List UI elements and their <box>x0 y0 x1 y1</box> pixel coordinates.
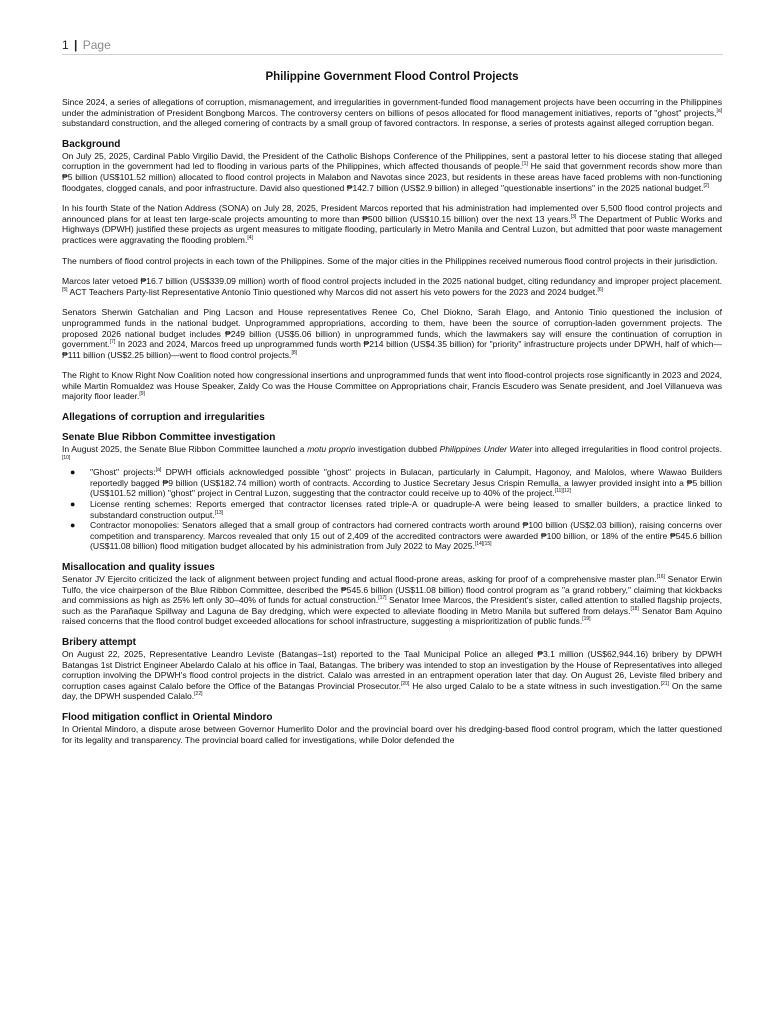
page-label: Page <box>82 38 111 52</box>
page-number: 1 <box>62 38 69 52</box>
footnote-ref[interactable]: [9] <box>139 391 145 398</box>
footnote-ref[interactable]: [13] <box>214 509 224 516</box>
paragraph-text: ACT Teachers Party-list Representative Antonio Tinio questioned why Marcos did not assert his veto powers for the 2023 and 2024 budget. <box>67 286 598 297</box>
list-item-text: License renting schemes: Reports emerged that contractor licenses rated triple-A or quadruple-A were being leased to smaller builders, a practice linked to substandard construction output. <box>90 499 722 520</box>
paragraph-text: He said that government records show more than ₱5 billion (US$101.52 million) allocated to flood control projects in Malabon and Navotas since 2023, but residents in these areas have faced problems with non-functioning floodgates, clogged canals, and poor infrastructure. David also questioned ₱142.7 billion (US$2.9 billion) in alleged "questionable insertions" in the 2025 national budget. <box>62 161 722 193</box>
paragraph-emphasis: motu proprio <box>307 444 356 455</box>
paragraph-text: Senator JV Ejercito criticized the lack of alignment between project funding and actual flood-prone areas, asking for proof of a comprehensive master plan. <box>62 574 657 584</box>
footnote-ref[interactable]: [a] <box>716 107 722 114</box>
bullet-icon: ● <box>70 520 76 531</box>
paragraph-text: Marcos later vetoed ₱16.7 billion (US$339.09 million) worth of flood control projects included in the 2025 national budget, citing redundancy and improper project placement. <box>62 276 722 287</box>
bribery-paragraph <box>62 649 722 702</box>
paragraph-text: Senator Erwin Tulfo, the vice chairperson of the Blue Ribbon Committee, described the ₱545.6 billion (US$11.08 billion) flood control program as "a grand robbery," claiming that kickbacks and commissions as high as 25% left only 30–40% of funds for actual construction. <box>62 574 722 606</box>
paragraph-text: On July 25, 2025, Cardinal Pablo Virgilio David, the President of the Catholic Bishops Conference of the Philippines, sent a pastoral letter to his diocese stating that alleged corruption in the government had led to flooding in various parts of the Philippines, which affected thousands of people. <box>62 150 722 172</box>
document-title: Philippine Government Flood Control Projects <box>265 71 519 83</box>
bribery-heading: Bribery attempt <box>62 636 136 648</box>
header-separator: | <box>74 38 78 52</box>
paragraph-text: In August 2025, the Senate Blue Ribbon Committee launched a <box>62 444 308 455</box>
background-paragraph-3: The numbers of flood control projects in each town of the Philippines. Some of the major cities in the Philippines received numerous flood control projects in their jurisdiction. <box>62 255 718 266</box>
footnote-ref[interactable]: [6] <box>597 286 604 293</box>
list-item <box>70 520 722 552</box>
mindoro-heading: Flood mitigation conflict in Oriental Mindoro <box>62 711 273 723</box>
footnote-ref[interactable]: [11][12] <box>554 488 572 495</box>
footnote-ref[interactable]: [8] <box>291 349 298 356</box>
background-heading: Background <box>62 138 121 150</box>
background-paragraph-4 <box>62 276 722 297</box>
footnote-ref[interactable]: [19] <box>582 616 591 623</box>
bullet-icon: ● <box>70 499 76 510</box>
footnote-ref[interactable]: [17] <box>378 595 387 602</box>
paragraph-text: The Department of Public Works and Highways (DPWH) justified these projects as urgent measures to mitigate flooding, particularly in Metro Manila and Central Luzon, but admitted that poor waste management practices were aggravating the flooding problem. <box>62 213 722 245</box>
footnote-ref[interactable]: [16] <box>656 574 665 580</box>
footnote-ref[interactable]: [18] <box>630 605 639 612</box>
footnote-ref[interactable]: [4] <box>247 234 253 241</box>
document-body <box>62 70 722 755</box>
intro-text-2: substandard construction, and the alleged cornering of contracts by a small group of favored contractors. In response, a series of protests against alleged corruption began. <box>62 118 715 129</box>
paragraph-text: into alleged irregularities in flood control projects. <box>532 444 722 455</box>
intro-paragraph <box>62 97 722 129</box>
list-item-text: Contractor monopolies: Senators alleged that a small group of contractors had cornered contracts worth around ₱100 billion (US$2.03 billion), raising concerns over competition and transparency. Marcos revealed that only 15 out of 2,409 of the accredited contractors were awarded ₱100 billion, or 18% of the entire ₱545.6 billion (US$11.08 billion) flood mitigation budget allocated by his administration from July 2022 to May 2025. <box>90 520 722 552</box>
background-paragraph-2 <box>62 203 722 245</box>
intro-text: Since 2024, a series of allegations of corruption, mismanagement, and irregularities in government-funded flood management projects have been occurring in the Philippines under the administration of President Bongbong Marcos. The controversy centers on billions of pesos allocated for flood management initiatives, reports of "ghost" projects, <box>62 97 722 118</box>
paragraph-text: He also urged Calalo to be a state witness in such investigation. <box>409 680 661 691</box>
footnote-ref[interactable]: [3] <box>570 213 577 220</box>
footnote-ref[interactable]: [22] <box>194 691 203 698</box>
footnote-ref[interactable]: [1] <box>522 161 528 168</box>
senate-paragraph <box>62 444 722 465</box>
paragraph-text: The Right to Know Right Now Coalition noted how congressional insertions and unprogrammed funds that went into flood-control projects rose significantly in 2023 and 2024, while Martin Romualdez was House Speaker, Zaldy Co was the House Committee on Appropriations chair, Francis Escudero was Senate president, and Joel Villanueva was majority floor leader. <box>62 370 722 402</box>
list-item <box>70 467 722 499</box>
misallocation-heading: Misallocation and quality issues <box>62 562 215 573</box>
paragraph-text: In 2023 and 2024, Marcos freed up unprogrammed funds worth ₱214 billion (US$4.35 billion) for "priority" infrastructure projects under DPWH, half of which—₱111 billion (US$2.25 billion)—went to flood control projects. <box>62 339 722 360</box>
paragraph-text: investigation dubbed <box>355 444 440 455</box>
paragraph-emphasis: Philippines Under Water <box>439 444 533 455</box>
paragraph-text: On the same day, the DPWH suspended Calalo. <box>62 680 722 702</box>
list-item-text: DPWH officials acknowledged possible "ghost" projects in Bulacan, particularly in Calumpit, Hagonoy, and Malolos, where Wawao Builders reportedly bagged ₱9 billion (US$182.74 million) worth of contracts. According to Justice Secretary Jesus Crispin Remulla, a lawyer provided insight into a ₱5 billion (US$101.52 million) "ghost" project in Central Luzon, suggesting that the contractor could receive up to 40% of the project. <box>90 467 722 499</box>
paragraph-text: Senator Imee Marcos, the President's sister, called attention to stalled flagship projects, such as the Parañaque Spillway and Laguna de Bay dredging, which were expected to alleviate flooding in Metro Manila but suffered from delays. <box>62 595 722 616</box>
footnote-ref[interactable]: [21] <box>660 680 669 687</box>
paragraph-text: Senator Bam Aquino raised concerns that the flood control budget exceeded allocations for school infrastructure, suggesting a misprioritization of public funds. <box>62 605 723 627</box>
footnote-ref[interactable]: [14][15] <box>474 541 492 548</box>
footnote-ref[interactable]: [a] <box>155 467 162 474</box>
allegations-list <box>62 467 722 552</box>
page-header <box>62 38 723 55</box>
paragraph-text: On August 22, 2025, Representative Leandro Leviste (Batangas–1st) reported to the Taal Municipal Police an alleged ₱3.1 million (US$62,944.16) bribery by DPWH Batangas 1st District Engineer Abelardo Calalo at his office in Taal, Batangas. The bribery was intended to stop an investigation by the House of Representatives into alleged corruption involving the DPWH's flood control projects in the district. Calalo was arrested in an entrapment operation later that day. On August 26, Leviste filed bribery and corruption cases against Calalo before the Office of the Batangas Provincial Prosecutor. <box>62 648 722 691</box>
misallocation-paragraph <box>62 574 722 627</box>
footnote-ref[interactable]: [20] <box>401 680 410 687</box>
footnote-ref[interactable]: [7] <box>109 339 116 346</box>
mindoro-paragraph: In Oriental Mindoro, a dispute arose between Governor Humerlito Dolor and the provincial board over his dredging-based flood control program, which the latter questioned for its legality and transparency. The provincial board called for investigations, while Dolor defended the <box>62 723 722 745</box>
background-paragraph-1 <box>62 151 722 193</box>
paragraph-text: In his fourth State of the Nation Address (SONA) on July 28, 2025, President Marcos reported that his administration had implemented over 5,500 flood control projects and announced plans for at least ten large-scale projects amounting to more than ₱500 billion (US$10.15 billion) over the next 13 years. <box>62 203 722 224</box>
background-paragraph-5 <box>62 307 722 360</box>
senate-heading: Senate Blue Ribbon Committee investigation <box>62 432 276 444</box>
bullet-icon: ● <box>70 467 76 478</box>
footnote-ref[interactable]: [5] <box>62 286 68 293</box>
list-item <box>70 499 722 520</box>
paragraph-text: Senators Sherwin Gatchalian and Ping Lacson and House representatives Renee Co, Chel Diokno, Sarah Elago, and Antonio Tinio questioned the inclusion of unprogrammed funds in the national budget. Unprogrammed appropriations, according to them, have been the source of corruption-laden government projects. The proposed 2026 national budget includes ₱249 billion (US$5.06 billion) in unprogrammed funds, which the lawmakers say will ensure the continuation of corruption in government. <box>62 307 722 350</box>
allegations-heading: Allegations of corruption and irregularities <box>62 412 265 424</box>
footnote-ref[interactable]: [10] <box>62 454 71 461</box>
background-paragraph-6 <box>62 370 722 402</box>
footnote-ref[interactable]: [2] <box>703 182 710 189</box>
list-item-text: "Ghost" projects: <box>90 467 156 478</box>
